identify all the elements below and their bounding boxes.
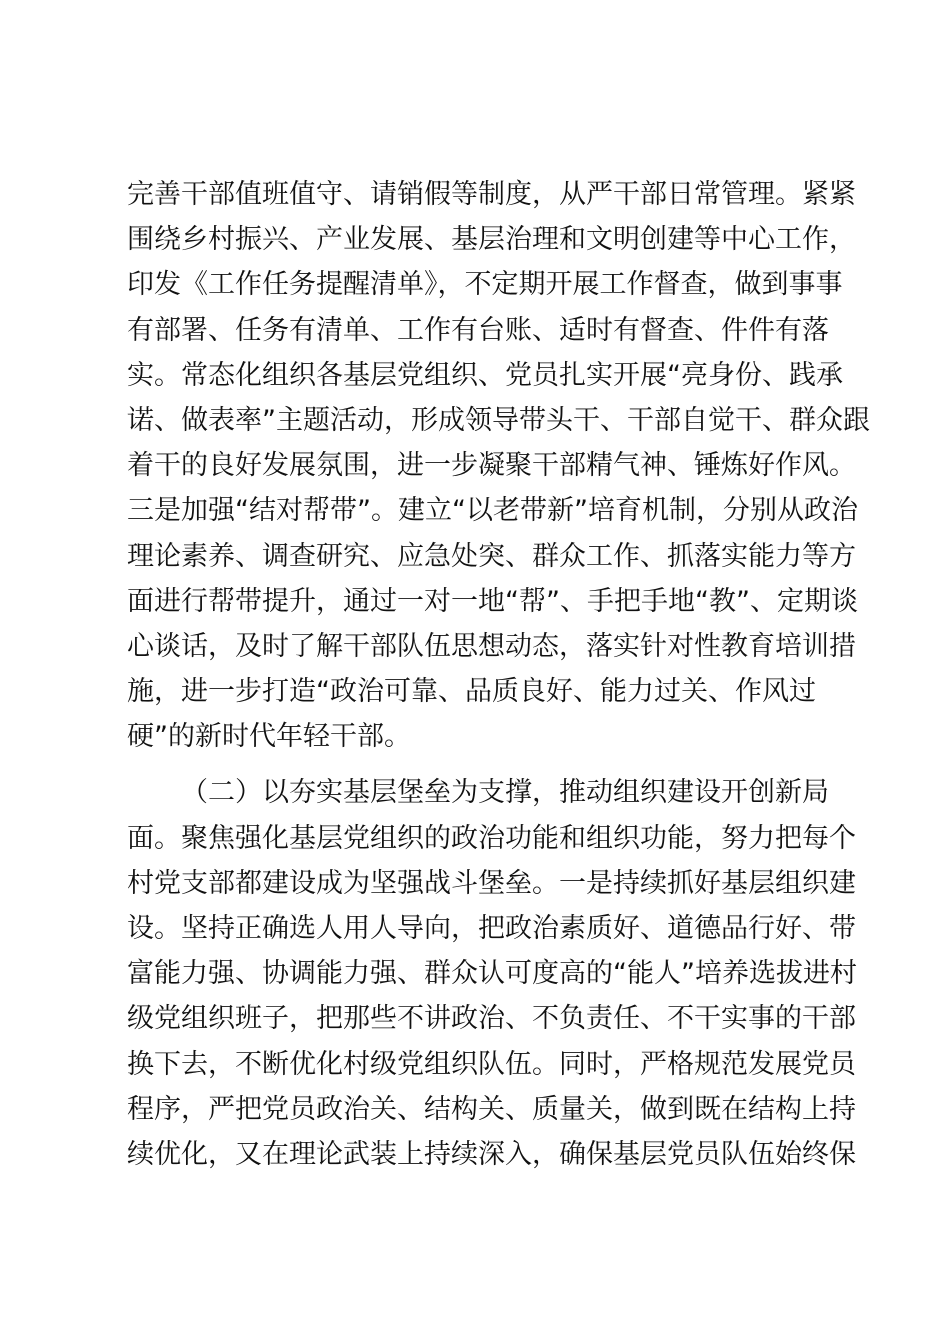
paragraph-2 [127,770,857,1177]
text-line: 围绕乡村振兴、产业发展、基层治理和文明创建等中心工作， [127,224,856,256]
text-line: 印发《工作任务提醒清单》，不定期开展工作督查，做到事事 [127,269,843,301]
text-line: 面进行帮带提升，通过一对一地“帮”、手把手地“教”、定期谈 [127,585,858,617]
text-line: 有部署、任务有清单、工作有台账、适时有督查、件件有落 [127,314,829,346]
text-line: 完善干部值班值守、请销假等制度，从严干部日常管理。紧紧 [127,179,856,210]
text-line: 村党支部都建设成为坚强战斗堡垒。一是持续抓好基层组织建 [127,867,856,899]
text-line: 诺、做表率”主题活动，形成领导带头干、干部自觉干、群众跟 [127,404,870,436]
text-line: 换下去，不断优化村级党组织队伍。同时，严格规范发展党员 [127,1048,856,1080]
text-line: 程序，严把党员政治关、结构关、质量关，做到既在结构上持 [127,1093,856,1125]
text-line: 续优化，又在理论武装上持续深入，确保基层党员队伍始终保 [127,1138,856,1170]
text-line: 着干的良好发展氛围，进一步凝聚干部精气神、锤炼好作风。 [127,450,856,482]
text-line: 设。坚持正确选人用人导向，把政治素质好、道德品行好、带 [127,913,856,944]
text-line: 实。常态化组织各基层党组织、党员扎实开展“亮身份、践承 [127,359,843,391]
text-line: 三是加强“结对帮带”。建立“以老带新”培育机制，分别从政治 [127,495,858,527]
document-body [127,172,870,1177]
text-line: 级党组织班子，把那些不讲政治、不负责任、不干实事的干部 [127,1003,856,1035]
text-line: 施，进一步打造“政治可靠、品质良好、能力过关、作风过 [127,676,816,708]
text-line: 心谈话，及时了解干部队伍思想动态，落实针对性教育培训措 [127,630,856,662]
text-line: 富能力强、协调能力强、群众认可度高的“能人”培养选拔进村 [127,958,857,990]
section-heading-line: （二）以夯实基层堡垒为支撑，推动组织建设开创新局 [181,777,829,809]
text-line: 理论素养、调查研究、应急处突、群众工作、抓落实能力等方 [127,540,856,572]
paragraph-spacer [127,759,847,770]
text-line: 面。聚焦强化基层党组织的政治功能和组织功能，努力把每个 [127,822,856,854]
text-line: 硬”的新时代年轻干部。 [127,721,411,753]
paragraph-1 [127,172,870,759]
